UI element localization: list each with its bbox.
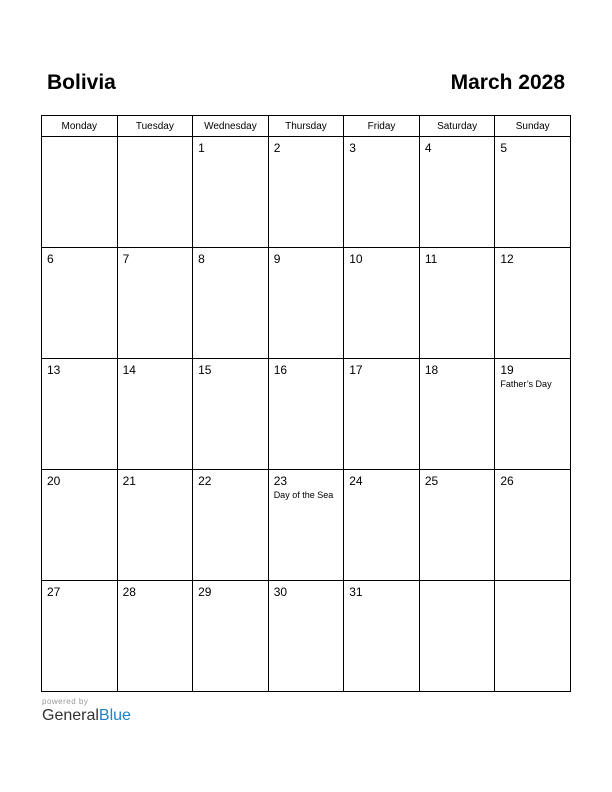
weekday-header-row [42,116,571,137]
day-number: 22 [198,474,212,488]
brand-logo-part1: General [42,707,99,724]
day-number: 9 [273,252,281,266]
day-cell [268,470,344,581]
week-row [42,470,571,581]
day-cell [419,359,495,470]
day-number: 15 [198,363,212,377]
day-cell [268,137,344,248]
weekday-header: Thursday [268,116,344,137]
day-cell [193,137,269,248]
day-cell [419,470,495,581]
day-cell [117,470,193,581]
day-number: 3 [349,141,356,155]
day-cell [117,581,193,692]
calendar-grid [41,115,571,692]
week-row [42,359,571,470]
day-number: 27 [47,585,61,599]
day-number: 30 [273,585,288,599]
day-cell [42,581,118,692]
day-cell [193,359,269,470]
day-number: 29 [198,585,212,599]
day-cell [268,359,344,470]
day-number: 21 [122,474,136,488]
day-cell [419,248,495,359]
day-number: 12 [500,252,514,266]
day-cell [268,248,344,359]
day-cell [117,248,193,359]
day-cell [495,137,571,248]
day-number: 6 [47,252,54,266]
holiday-label: Day of the Sea [273,490,334,500]
day-cell [495,581,571,692]
day-number: 19 [500,363,514,377]
day-cell [344,137,420,248]
week-row [42,581,571,692]
day-number: 17 [349,363,363,377]
day-cell [42,470,118,581]
day-number: 18 [424,363,439,377]
day-cell [419,137,495,248]
weekday-header: Sunday [495,116,571,137]
day-number: 28 [122,585,136,599]
day-number: 20 [47,474,61,488]
day-number: 1 [198,141,205,155]
day-number: 11 [424,252,438,266]
day-number: 5 [500,141,508,155]
day-number: 7 [122,252,130,266]
day-number: 26 [500,474,514,488]
weekday-header: Tuesday [117,116,193,137]
day-cell [193,248,269,359]
holiday-label: Father’s Day [500,379,552,389]
weekday-header: Monday [42,116,118,137]
month-year-title: March 2028 [450,71,565,94]
day-number: 10 [349,252,363,266]
day-number: 2 [273,141,281,155]
day-cell [117,359,193,470]
day-cell [495,470,571,581]
day-number: 16 [273,363,288,377]
day-cell [495,248,571,359]
powered-by-text: powered by [42,697,89,706]
weekday-header: Friday [344,116,420,137]
week-row [42,248,571,359]
day-number: 13 [47,363,61,377]
day-number: 4 [424,141,432,155]
day-cell [193,581,269,692]
day-cell [117,137,193,248]
day-number: 8 [198,252,205,266]
day-number: 23 [273,474,288,488]
day-number: 25 [424,474,439,488]
day-cell [42,359,118,470]
day-cell [42,248,118,359]
day-number: 31 [349,585,363,599]
day-number: 24 [349,474,363,488]
weekday-header: Saturday [419,116,495,137]
footer [42,697,131,725]
day-number: 14 [122,363,136,377]
day-cell [344,248,420,359]
brand-logo-part2: Blue [98,707,131,724]
day-cell [344,359,420,470]
country-title: Bolivia [47,71,116,94]
day-cell [495,359,571,470]
day-cell [193,470,269,581]
day-cell [268,581,344,692]
day-cell [419,581,495,692]
brand-logo [42,707,131,725]
week-row [42,137,571,248]
day-cell [344,581,420,692]
day-cell [42,137,118,248]
day-cell [344,470,420,581]
weekday-header: Wednesday [193,116,269,137]
